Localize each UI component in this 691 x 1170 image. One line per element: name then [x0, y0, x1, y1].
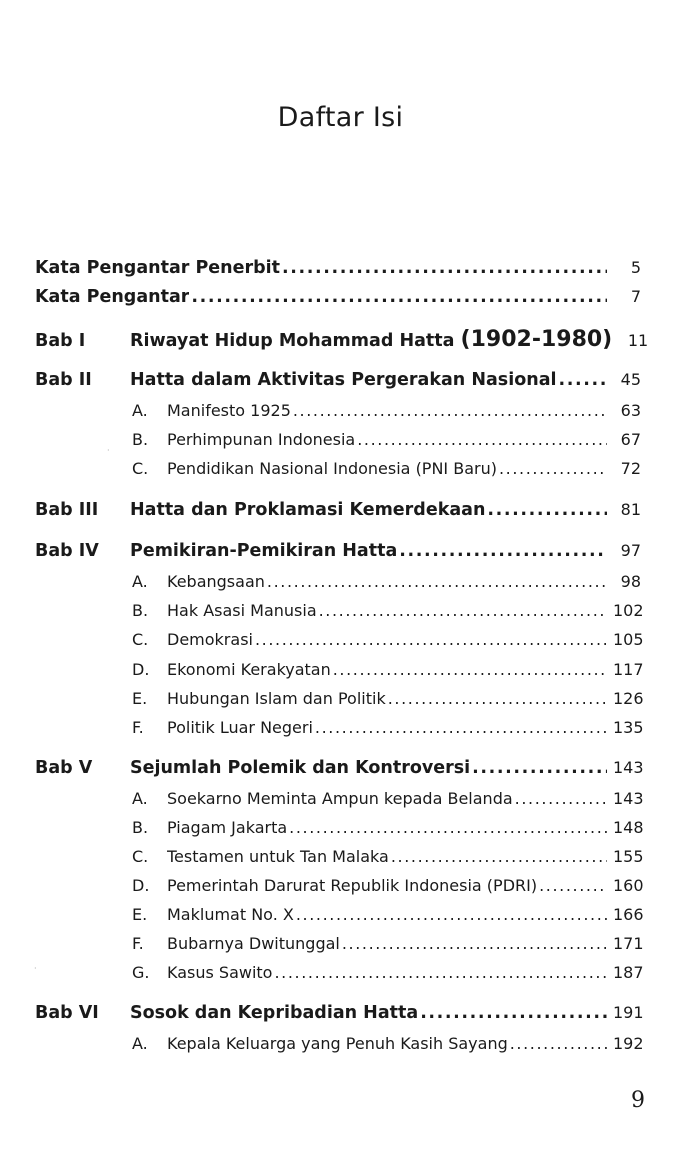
section-letter: E.	[132, 689, 148, 708]
dot-leader	[267, 572, 607, 591]
section-page: 148	[613, 818, 644, 837]
section-title: Kebangsaan	[167, 572, 265, 591]
chapter-number: Bab VI	[35, 1003, 99, 1023]
section-page: 126	[613, 689, 644, 708]
dot-leader	[391, 847, 607, 866]
toc-chapter-bab-4[interactable]	[0, 541, 691, 561]
section-title: Demokrasi	[167, 630, 253, 649]
toc-section[interactable]	[0, 934, 691, 953]
section-page: 72	[620, 459, 641, 478]
toc-section[interactable]	[0, 1034, 691, 1053]
toc-entry-page: 7	[630, 287, 641, 306]
section-letter: F.	[132, 718, 144, 737]
dot-leader	[293, 401, 607, 420]
section-page: 63	[620, 401, 641, 420]
section-letter: B.	[132, 818, 149, 837]
section-title: Ekonomi Kerakyatan	[167, 660, 331, 679]
section-page: 171	[613, 934, 644, 953]
dot-leader	[357, 430, 607, 449]
toc-section[interactable]	[0, 660, 691, 679]
toc-entry-label: Kata Pengantar	[35, 287, 190, 307]
chapter-number: Bab II	[35, 370, 92, 390]
dot-leader	[510, 1034, 607, 1053]
chapter-page: 97	[620, 541, 641, 560]
chapter-page: 45	[620, 370, 641, 389]
section-title: Pendidikan Nasional Indonesia (PNI Baru)	[167, 459, 497, 478]
section-page: 117	[613, 660, 644, 679]
section-letter: F.	[132, 934, 144, 953]
dot-leader	[296, 905, 607, 924]
toc-section[interactable]	[0, 818, 691, 837]
toc-chapter-bab-3[interactable]	[0, 500, 691, 520]
section-title: Politik Luar Negeri	[167, 718, 313, 737]
section-title: Kasus Sawito	[167, 963, 273, 982]
chapter-title-years: (1902-1980)	[460, 327, 613, 352]
dot-leader	[388, 689, 607, 708]
toc-section[interactable]	[0, 963, 691, 982]
section-title: Perhimpunan Indonesia	[167, 430, 356, 449]
dot-leader	[282, 258, 607, 278]
toc-section[interactable]	[0, 905, 691, 924]
dot-leader	[515, 789, 607, 808]
toc-chapter-bab-2[interactable]	[0, 370, 691, 390]
toc-section[interactable]	[0, 572, 691, 591]
section-page: 102	[613, 601, 644, 620]
section-page: 105	[613, 630, 644, 649]
section-page: 160	[613, 876, 644, 895]
dot-leader	[420, 1003, 607, 1023]
toc-section[interactable]	[0, 430, 691, 449]
section-title: Soekarno Meminta Ampun kepada Belanda	[167, 789, 513, 808]
section-title: Kepala Keluarga yang Penuh Kasih Sayang	[167, 1034, 508, 1053]
toc-entry-kata-pengantar[interactable]	[0, 287, 691, 307]
section-page: 155	[613, 847, 644, 866]
chapter-title: Hatta dalam Aktivitas Pergerakan Nasional	[130, 370, 557, 390]
toc-chapter-bab-1[interactable]	[0, 327, 691, 352]
dot-leader	[342, 934, 607, 953]
section-title: Bubarnya Dwitunggal	[167, 934, 340, 953]
toc-entry-label: Kata Pengantar Penerbit	[35, 258, 281, 278]
section-page: 67	[620, 430, 641, 449]
scan-speck: ·	[34, 964, 37, 973]
section-letter: A.	[132, 1034, 148, 1053]
section-page: 166	[613, 905, 644, 924]
chapter-page: 191	[613, 1003, 644, 1022]
section-letter: C.	[132, 459, 149, 478]
page-number: 9	[631, 1088, 645, 1113]
chapter-page: 143	[613, 758, 644, 777]
section-letter: A.	[132, 789, 148, 808]
dot-leader	[191, 287, 607, 307]
dot-leader	[487, 500, 607, 520]
chapter-number: Bab III	[35, 500, 99, 520]
dot-leader	[499, 459, 607, 478]
scan-speck: ·	[107, 446, 110, 455]
section-page: 98	[620, 572, 641, 591]
chapter-page: 81	[620, 500, 641, 519]
toc-entry-page: 5	[630, 258, 641, 277]
section-letter: G.	[132, 963, 150, 982]
section-title: Pemerintah Darurat Republik Indonesia (PDRI)	[167, 876, 538, 895]
toc-section[interactable]	[0, 847, 691, 866]
section-page: 135	[613, 718, 644, 737]
section-title: Hak Asasi Manusia	[167, 601, 317, 620]
chapter-title: Pemikiran-Pemikiran Hatta	[130, 541, 398, 561]
dot-leader	[559, 370, 607, 390]
chapter-title: Sosok dan Kepribadian Hatta	[130, 1003, 419, 1023]
dot-leader	[399, 541, 607, 561]
section-letter: B.	[132, 430, 149, 449]
dot-leader	[319, 601, 607, 620]
section-letter: E.	[132, 905, 148, 924]
section-page: 192	[613, 1034, 644, 1053]
dot-leader	[315, 718, 607, 737]
section-letter: D.	[132, 876, 150, 895]
toc-section[interactable]	[0, 789, 691, 808]
section-letter: C.	[132, 630, 149, 649]
section-letter: A.	[132, 572, 148, 591]
section-letter: A.	[132, 401, 148, 420]
page-title: Daftar Isi	[277, 102, 404, 133]
toc-section[interactable]	[0, 689, 691, 708]
chapter-number: Bab I	[35, 331, 86, 351]
section-letter: B.	[132, 601, 149, 620]
section-title: Manifesto 1925	[167, 401, 291, 420]
dot-leader	[539, 876, 607, 895]
dot-leader	[274, 963, 607, 982]
toc-section[interactable]	[0, 876, 691, 895]
dot-leader	[255, 630, 607, 649]
chapter-number: Bab IV	[35, 541, 99, 561]
dot-leader	[289, 818, 607, 837]
toc-chapter-bab-5[interactable]	[0, 758, 691, 778]
section-page: 187	[613, 963, 644, 982]
toc-section[interactable]	[0, 459, 691, 478]
toc-section[interactable]	[0, 401, 691, 420]
dot-leader	[472, 758, 607, 778]
section-letter: D.	[132, 660, 150, 679]
chapter-title: Riwayat Hidup Mohammad Hatta (1902-1980)	[130, 327, 613, 352]
section-page: 143	[613, 789, 644, 808]
section-title: Testamen untuk Tan Malaka	[167, 847, 389, 866]
chapter-title: Sejumlah Polemik dan Kontroversi	[130, 758, 471, 778]
toc-entry-kata-pengantar-penerbit[interactable]	[0, 258, 691, 278]
chapter-number: Bab V	[35, 758, 93, 778]
section-title: Maklumat No. X	[167, 905, 294, 924]
section-title: Piagam Jakarta	[167, 818, 288, 837]
toc-chapter-bab-6[interactable]	[0, 1003, 691, 1023]
dot-leader	[333, 660, 607, 679]
chapter-title: Hatta dan Proklamasi Kemerdekaan	[130, 500, 486, 520]
toc-section[interactable]	[0, 718, 691, 737]
toc-section[interactable]	[0, 630, 691, 649]
section-letter: C.	[132, 847, 149, 866]
section-title: Hubungan Islam dan Politik	[167, 689, 386, 708]
chapter-page: 11	[627, 331, 649, 350]
toc-section[interactable]	[0, 601, 691, 620]
